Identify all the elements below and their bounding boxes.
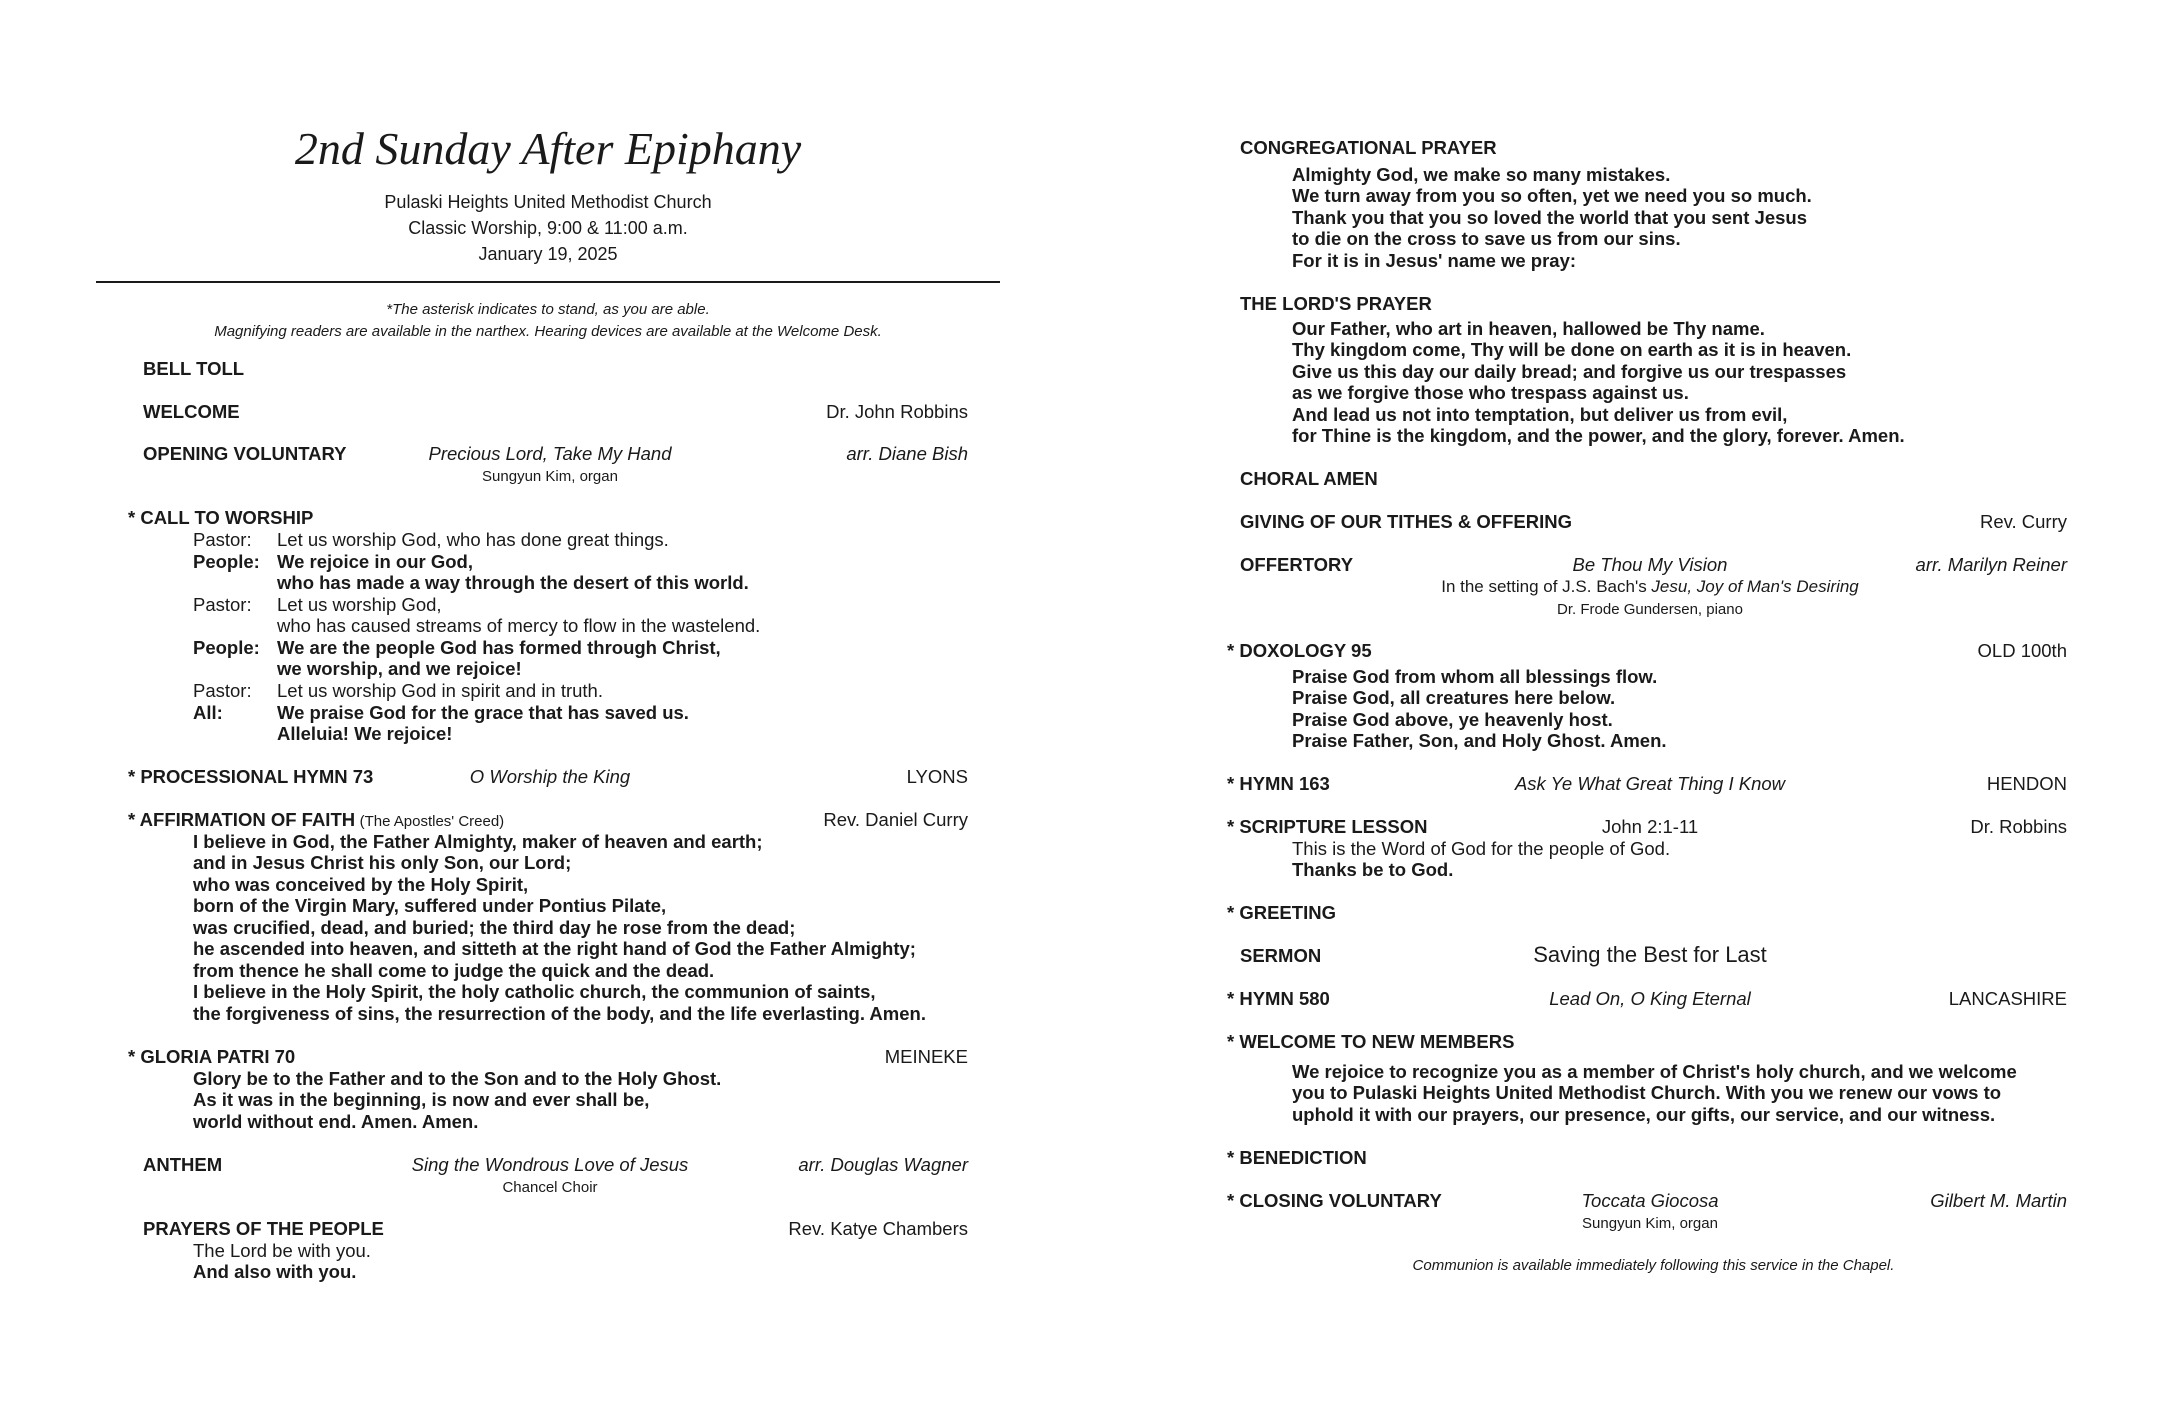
affirmation-leader: Rev. Daniel Curry [823,809,968,830]
speaker-label: People: [193,637,260,658]
prayers-response: And also with you. [193,1261,357,1282]
prayer-line: as we forgive those who trespass against us. [1292,382,1689,403]
opening-voluntary-heading: OPENING VOLUNTARY [143,443,347,464]
anthem-performer: Chancel Choir [502,1179,598,1196]
doxology-heading: * DOXOLOGY 95 [1227,640,1372,661]
header-divider [96,281,1000,283]
speaker-label: Pastor: [193,594,252,615]
page-title: 2nd Sunday After Epiphany [294,123,802,174]
gloria-line: As it was in the beginning, is now and ever shall be, [193,1089,650,1110]
creed-line: and in Jesus Christ his only Son, our Lord; [193,852,572,873]
closing-voluntary-title: Toccata Giocosa [1581,1190,1719,1211]
liturgy-line: Let us worship God, who has done great things. [277,529,669,550]
lords-prayer-heading: THE LORD'S PRAYER [1240,293,1432,314]
doxology-line: Praise God from whom all blessings flow. [1292,666,1658,687]
doxology-line: Praise God above, ye heavenly host. [1292,709,1613,730]
prayer-line: We turn away from you so often, yet we need you so much. [1292,185,1812,206]
hymn-580-heading: * HYMN 580 [1227,988,1330,1009]
creed-line: was crucified, dead, and buried; the third day he rose from the dead; [193,917,796,938]
benediction-heading: * BENEDICTION [1227,1147,1367,1168]
hymn-163-heading: * HYMN 163 [1227,773,1330,794]
bell-toll-heading: BELL TOLL [143,358,245,379]
closing-voluntary-heading: * CLOSING VOLUNTARY [1227,1190,1442,1211]
anthem-arranger: arr. Douglas Wagner [798,1154,968,1175]
liturgy-line: We praise God for the grace that has saved us. [277,702,689,723]
prayer-line: Thank you that you so loved the world that you sent Jesus [1292,207,1807,228]
closing-voluntary-performer: Sungyun Kim, organ [1582,1215,1718,1232]
creed-line: he ascended into heaven, and sitteth at the right hand of God the Father Almighty; [193,938,916,959]
processional-hymn-title: O Worship the King [469,766,631,787]
new-members-line: you to Pulaski Heights United Methodist Church. With you we renew our vows to [1292,1082,2002,1103]
liturgy-line: We are the people God has formed through Christ, [277,637,721,658]
closing-voluntary-composer: Gilbert M. Martin [1930,1190,2067,1211]
opening-voluntary-title: Precious Lord, Take My Hand [428,443,672,464]
scripture-response: Thanks be to God. [1292,859,1454,880]
prayer-line: Our Father, who art in heaven, hallowed be Thy name. [1292,318,1765,339]
liturgy-line: Let us worship God, [277,594,442,615]
speaker-label: All: [193,702,223,723]
liturgy-line: Let us worship God in spirit and in truth. [277,680,603,701]
scripture-line: This is the Word of God for the people of God. [1292,838,1671,859]
offertory-title: Be Thou My Vision [1572,554,1728,575]
doxology-line: Praise God, all creatures here below. [1292,687,1616,708]
giving-leader: Rev. Curry [1979,511,2067,532]
prayer-line: Thy kingdom come, Thy will be done on earth as it is in heaven. [1292,339,1852,360]
congregational-prayer-heading: CONGREGATIONAL PRAYER [1240,137,1497,158]
new-members-heading: * WELCOME TO NEW MEMBERS [1227,1031,1515,1052]
scripture-reference: John 2:1-11 [1601,816,1699,837]
scripture-reader: Dr. Robbins [1970,816,2067,837]
doxology-tune: OLD 100th [1977,640,2067,661]
liturgy-line: who has made a way through the desert of this world. [277,572,749,593]
communion-note: Communion is available immediately following this service in the Chapel. [1412,1257,1895,1274]
offertory-setting [1400,577,1900,597]
creed-line: from thence he shall come to judge the quick and the dead. [193,960,715,981]
creed-line: the forgiveness of sins, the resurrection of the body, and the life everlasting. Amen. [193,1003,926,1024]
gloria-patri-heading: * GLORIA PATRI 70 [128,1046,296,1067]
aids-note: Magnifying readers are available in the narthex. Hearing devices are available at the Welcome Desk. [214,323,882,340]
opening-voluntary-arranger: arr. Diane Bish [846,443,968,464]
hymn-580-title: Lead On, O King Eternal [1549,988,1751,1009]
prayers-heading: PRAYERS OF THE PEOPLE [143,1218,384,1239]
liturgy-line: who has caused streams of mercy to flow in the wastelend. [277,615,761,636]
prayer-line: And lead us not into temptation, but deliver us from evil, [1292,404,1788,425]
processional-hymn-heading: * PROCESSIONAL HYMN 73 [128,766,374,787]
prayers-leader: Rev. Katye Chambers [788,1218,968,1239]
prayer-line: for Thine is the kingdom, and the power, and the glory, forever. Amen. [1292,425,1905,446]
giving-heading: GIVING OF OUR TITHES & OFFERING [1240,511,1572,532]
creed-line: born of the Virgin Mary, suffered under Pontius Pilate, [193,895,667,916]
sermon-heading: SERMON [1240,945,1322,966]
offertory-arranger: arr. Marilyn Reiner [1915,554,2067,575]
prayers-line: The Lord be with you. [193,1240,371,1261]
speaker-label: Pastor: [193,529,252,550]
sermon-title: Saving the Best for Last [1533,942,1767,967]
service-time: Classic Worship, 9:00 & 11:00 a.m. [408,218,688,238]
service-date: January 19, 2025 [478,244,618,264]
creed-line: I believe in God, the Father Almighty, maker of heaven and earth; [193,831,763,852]
call-to-worship-heading: * CALL TO WORSHIP [128,507,314,528]
gloria-line: world without end. Amen. Amen. [193,1111,479,1132]
prayer-line: Almighty God, we make so many mistakes. [1292,164,1671,185]
greeting-heading: * GREETING [1227,902,1336,923]
opening-voluntary-performer: Sungyun Kim, organ [482,468,618,485]
prayer-line: For it is in Jesus' name we pray: [1292,250,1577,271]
scripture-heading: * SCRIPTURE LESSON [1227,816,1428,837]
prayer-line: Give us this day our daily bread; and forgive us our trespasses [1292,361,1847,382]
liturgy-line: Alleluia! We rejoice! [277,723,453,744]
creed-line: I believe in the Holy Spirit, the holy catholic church, the communion of saints, [193,981,876,1002]
choral-amen-heading: CHORAL AMEN [1240,468,1378,489]
anthem-title: Sing the Wondrous Love of Jesus [411,1154,689,1175]
asterisk-note: *The asterisk indicates to stand, as you are able. [386,301,710,318]
liturgy-line: We rejoice in our God, [277,551,473,572]
speaker-label: People: [193,551,260,572]
welcome-leader: Dr. John Robbins [826,401,968,422]
creed-line: who was conceived by the Holy Spirit, [193,874,529,895]
offertory-heading: OFFERTORY [1240,554,1354,575]
affirmation-heading-line [128,809,504,831]
anthem-heading: ANTHEM [143,1154,223,1175]
hymn-163-tune: HENDON [1986,773,2067,794]
liturgy-line: we worship, and we rejoice! [277,658,522,679]
church-name: Pulaski Heights United Methodist Church [384,192,712,212]
processional-hymn-tune: LYONS [906,766,968,787]
affirmation-heading: * AFFIRMATION OF FAITH [128,809,356,830]
offertory-performer: Dr. Frode Gundersen, piano [1557,601,1743,618]
offertory-setting-text: In the setting of J.S. Bach's [1441,577,1652,596]
hymn-580-tune: LANCASHIRE [1948,988,2067,1009]
affirmation-subheading: (The Apostles' Creed) [359,813,505,830]
new-members-line: We rejoice to recognize you as a member of Christ's holy church, and we welcome [1292,1061,2017,1082]
speaker-label: Pastor: [193,680,252,701]
new-members-line: uphold it with our prayers, our presence, our gifts, our service, and our witness. [1292,1104,1996,1125]
offertory-setting-title: Jesu, Joy of Man's Desiring [1651,577,1859,596]
welcome-heading: WELCOME [143,401,240,422]
gloria-line: Glory be to the Father and to the Son and to the Holy Ghost. [193,1068,722,1089]
hymn-163-title: Ask Ye What Great Thing I Know [1514,773,1786,794]
prayer-line: to die on the cross to save us from our sins. [1292,228,1681,249]
doxology-line: Praise Father, Son, and Holy Ghost. Amen. [1292,730,1667,751]
gloria-patri-tune: MEINEKE [884,1046,968,1067]
